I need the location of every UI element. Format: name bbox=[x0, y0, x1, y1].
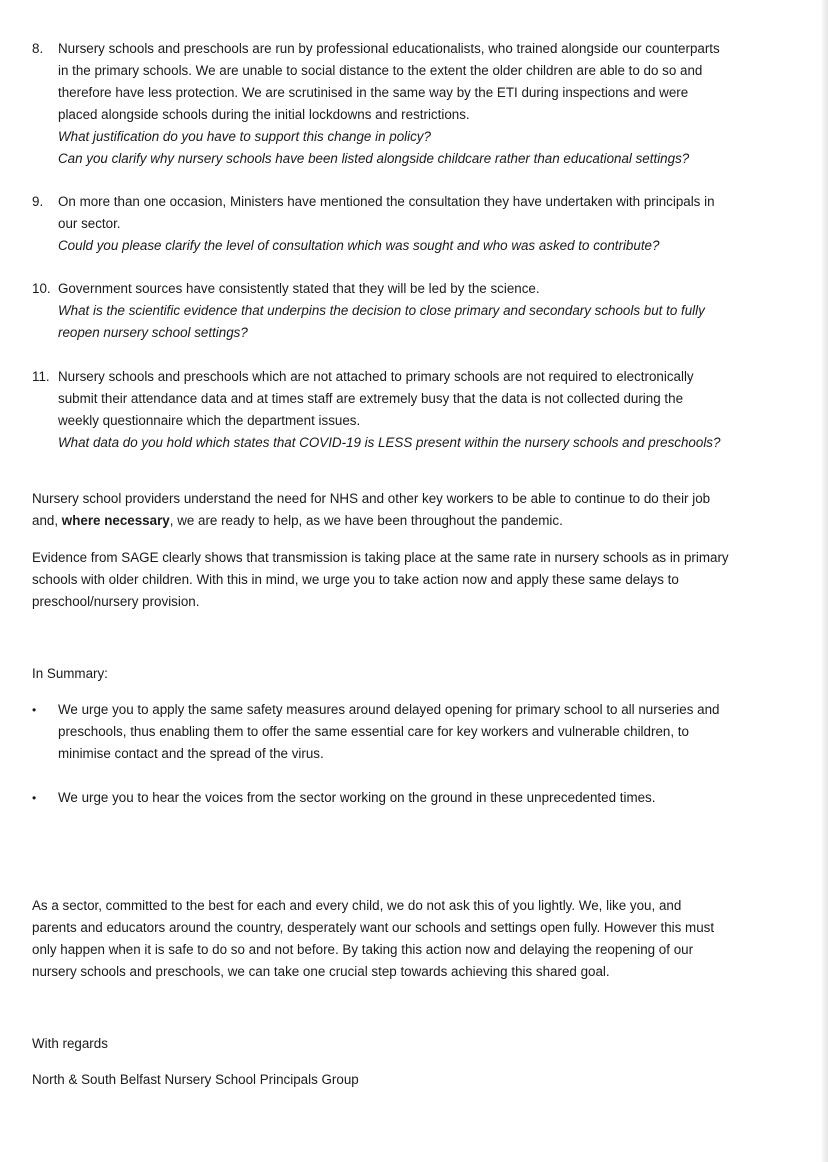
paragraph-line: As a sector, committed to the best for each and every child, we do not ask this of you lightly. We, like you, and bbox=[32, 898, 682, 913]
bullet-text-line: minimise contact and the spread of the virus. bbox=[58, 746, 324, 761]
emphasis-where-necessary: where necessary bbox=[61, 513, 170, 528]
numbered-item-8 bbox=[32, 38, 772, 170]
item-question: What data do you hold which states that COVID-19 is LESS present within the nursery schools and preschools? bbox=[58, 435, 721, 450]
item-number: 11. bbox=[32, 369, 50, 384]
summary-heading-text: In Summary: bbox=[32, 666, 108, 681]
item-question: Could you please clarify the level of consultation which was sought and who was asked to contribute? bbox=[58, 238, 660, 253]
paragraph-line: Nursery school providers understand the need for NHS and other key workers to be able to continue to do their job bbox=[32, 491, 711, 506]
paragraph-line: Evidence from SAGE clearly shows that transmission is taking place at the same rate in nursery schools as in primary bbox=[32, 550, 729, 565]
text-run: and, bbox=[32, 513, 62, 528]
signature-text: North & South Belfast Nursery School Principals Group bbox=[32, 1072, 359, 1087]
numbered-item-10 bbox=[32, 278, 772, 344]
bullet-text-line: We urge you to hear the voices from the sector working on the ground in these unprecedented times. bbox=[58, 790, 656, 805]
signoff bbox=[32, 1033, 772, 1055]
paragraph-line: only happen when it is safe to do so and not before. By taking this action now and delaying the reopening of our bbox=[32, 942, 694, 957]
item-number: 9. bbox=[32, 194, 44, 209]
bullet-text-line: We urge you to apply the same safety measures around delayed opening for primary school to all nurseries and bbox=[58, 702, 720, 717]
item-question: Can you clarify why nursery schools have been listed alongside childcare rather than educational settings? bbox=[58, 151, 690, 166]
bullet-icon: • bbox=[32, 703, 37, 717]
item-text-line: Government sources have consistently stated that they will be led by the science. bbox=[58, 281, 540, 296]
paragraph-line: nursery schools and preschools, we can take one crucial step towards achieving this shared goal. bbox=[32, 964, 610, 979]
paragraph-closing bbox=[32, 895, 772, 983]
numbered-item-11 bbox=[32, 366, 772, 454]
item-text-line: in the primary schools. We are unable to social distance to the extent the older children are able to do so and bbox=[58, 63, 703, 78]
bullet-text-line: preschools, thus enabling them to offer the same essential care for key workers and vulnerable children, to bbox=[58, 724, 689, 739]
summary-bullet-1 bbox=[32, 699, 772, 765]
item-text-line: weekly questionnaire which the department issues. bbox=[58, 413, 361, 428]
item-text-line: therefore have less protection. We are scrutinised in the same way by the ETI during inspections and were bbox=[58, 85, 689, 100]
item-text-line: Nursery schools and preschools which are not attached to primary schools are not required to electronically bbox=[58, 369, 694, 384]
paragraph-line: schools with older children. With this in mind, we urge you to take action now and apply these same delays to bbox=[32, 572, 679, 587]
item-text-line: On more than one occasion, Ministers have mentioned the consultation they have undertaken with principals in bbox=[58, 194, 715, 209]
signature bbox=[32, 1069, 772, 1091]
page-edge-shadow bbox=[822, 0, 828, 1162]
summary-heading bbox=[32, 663, 772, 685]
numbered-item-9 bbox=[32, 191, 772, 257]
paragraph-line: parents and educators around the country, desperately want our schools and settings open fully. However this must bbox=[32, 920, 715, 935]
item-number: 10. bbox=[32, 281, 51, 296]
item-text-line: our sector. bbox=[58, 216, 121, 231]
paragraph-line: preschool/nursery provision. bbox=[32, 594, 200, 609]
text-run: , we are ready to help, as we have been throughout the pandemic. bbox=[169, 513, 563, 528]
item-text-line: placed alongside schools during the initial lockdowns and restrictions. bbox=[58, 107, 470, 122]
item-question: What is the scientific evidence that underpins the decision to close primary and secondary schools but to fully bbox=[58, 303, 705, 318]
paragraph-providers bbox=[32, 488, 772, 532]
item-question: What justification do you have to support this change in policy? bbox=[58, 129, 431, 144]
bullet-icon: • bbox=[32, 791, 37, 805]
signoff-text: With regards bbox=[32, 1036, 108, 1051]
item-text-line: submit their attendance data and at times staff are extremely busy that the data is not collected during the bbox=[58, 391, 684, 406]
paragraph-line bbox=[32, 510, 772, 532]
item-text-line: Nursery schools and preschools are run by professional educationalists, who trained alongside our counterparts bbox=[58, 41, 720, 56]
item-number: 8. bbox=[32, 41, 44, 56]
item-question: reopen nursery school settings? bbox=[58, 325, 248, 340]
paragraph-sage bbox=[32, 547, 772, 613]
summary-bullet-2 bbox=[32, 787, 772, 809]
